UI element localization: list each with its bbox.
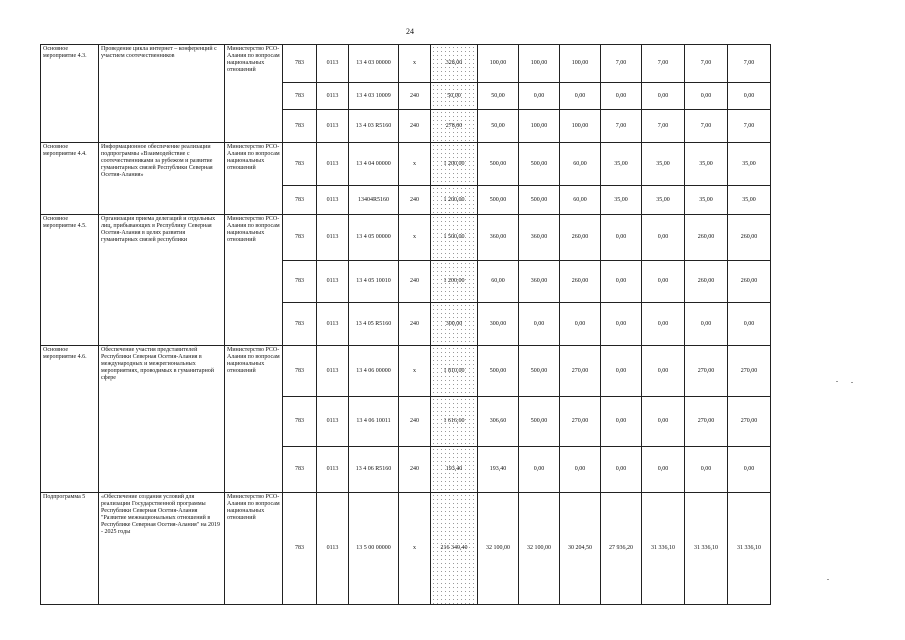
year-amount-cell: 193,40 xyxy=(478,447,519,493)
year-amount-cell: 35,00 xyxy=(728,143,771,186)
year-amount-cell: 0,00 xyxy=(519,83,560,110)
year-amount-cell: 500,00 xyxy=(478,346,519,397)
page-number: 24 xyxy=(406,27,414,36)
table-row xyxy=(41,215,771,261)
responsible-executor-cell: Министерство РСО-Алания по вопросам национальных отношений xyxy=(225,45,283,143)
target-article-code-cell: 13 4 04 00000 xyxy=(349,143,399,186)
year-amount-cell: 0,00 xyxy=(601,215,642,261)
expense-type-code-cell: 240 xyxy=(399,110,431,143)
grbs-code-cell: 783 xyxy=(283,261,317,303)
year-amount-cell: 500,00 xyxy=(478,143,519,186)
grbs-code-cell: 783 xyxy=(283,143,317,186)
year-amount-cell: 260,00 xyxy=(560,215,601,261)
year-amount-cell: 0,00 xyxy=(601,83,642,110)
year-amount-cell: 500,00 xyxy=(519,397,560,447)
year-amount-cell: 360,00 xyxy=(519,261,560,303)
total-amount-cell: 50,00 xyxy=(431,83,478,110)
target-article-code-cell: 13 4 05 R5160 xyxy=(349,303,399,346)
year-amount-cell: 0,00 xyxy=(685,83,728,110)
year-amount-cell: 500,00 xyxy=(478,186,519,215)
target-article-code-cell: 13 4 05 10010 xyxy=(349,261,399,303)
section-code-cell: 0113 xyxy=(317,110,349,143)
year-amount-cell: 7,00 xyxy=(685,110,728,143)
measure-description-cell: Организация приема делегаций и отдельных лиц, прибывающих в Республику Северная Осетия-Алания в целях развития гуманитарных связей республики xyxy=(99,215,225,346)
grbs-code-cell: 783 xyxy=(283,303,317,346)
grbs-code-cell: 783 xyxy=(283,186,317,215)
year-amount-cell: 0,00 xyxy=(642,215,685,261)
year-amount-cell: 270,00 xyxy=(728,397,771,447)
year-amount-cell: 270,00 xyxy=(560,397,601,447)
responsible-executor-cell: Министерство РСО-Алания по вопросам национальных отношений xyxy=(225,493,283,605)
year-amount-cell: 31 336,10 xyxy=(642,493,685,605)
year-amount-cell: 500,00 xyxy=(519,346,560,397)
target-article-code-cell: 13 4 06 00000 xyxy=(349,346,399,397)
year-amount-cell: 0,00 xyxy=(601,397,642,447)
year-amount-cell: 35,00 xyxy=(642,143,685,186)
year-amount-cell: 260,00 xyxy=(728,261,771,303)
year-amount-cell: 0,00 xyxy=(601,303,642,346)
year-amount-cell: 31 336,10 xyxy=(685,493,728,605)
year-amount-cell: 0,00 xyxy=(560,83,601,110)
expense-type-code-cell: 240 xyxy=(399,447,431,493)
year-amount-cell: 270,00 xyxy=(728,346,771,397)
expense-type-code-cell: 240 xyxy=(399,186,431,215)
expense-type-code-cell: 240 xyxy=(399,261,431,303)
year-amount-cell: 0,00 xyxy=(685,447,728,493)
measure-name-cell: Основное мероприятие 4.3. xyxy=(41,45,99,143)
grbs-code-cell: 783 xyxy=(283,215,317,261)
total-amount-cell: 193,40 xyxy=(431,447,478,493)
year-amount-cell: 7,00 xyxy=(642,45,685,83)
year-amount-cell: 0,00 xyxy=(519,447,560,493)
total-amount-cell: 1 200,00 xyxy=(431,143,478,186)
measure-description-cell: Проведение цикла интернет – конференций с участием соотечественников xyxy=(99,45,225,143)
target-article-code-cell: 13404R5160 xyxy=(349,186,399,215)
table-row xyxy=(41,143,771,186)
grbs-code-cell: 783 xyxy=(283,346,317,397)
measure-name-cell: Основное мероприятие 4.5. xyxy=(41,215,99,346)
year-amount-cell: 0,00 xyxy=(642,397,685,447)
year-amount-cell: 0,00 xyxy=(642,346,685,397)
section-code-cell: 0113 xyxy=(317,493,349,605)
year-amount-cell: 0,00 xyxy=(601,261,642,303)
section-code-cell: 0113 xyxy=(317,215,349,261)
year-amount-cell: 0,00 xyxy=(728,447,771,493)
year-amount-cell: 35,00 xyxy=(685,143,728,186)
year-amount-cell: 32 100,00 xyxy=(519,493,560,605)
table-row xyxy=(41,493,771,605)
total-amount-cell: 1 616,60 xyxy=(431,397,478,447)
year-amount-cell: 260,00 xyxy=(685,261,728,303)
total-amount-cell: 1 500,00 xyxy=(431,215,478,261)
target-article-code-cell: 13 5 00 00000 xyxy=(349,493,399,605)
grbs-code-cell: 783 xyxy=(283,447,317,493)
measure-name-cell: Основное мероприятие 4.4. xyxy=(41,143,99,215)
year-amount-cell: 7,00 xyxy=(728,110,771,143)
expense-type-code-cell: х xyxy=(399,215,431,261)
scan-speck xyxy=(836,381,838,382)
target-article-code-cell: 13 4 03 00000 xyxy=(349,45,399,83)
grbs-code-cell: 783 xyxy=(283,45,317,83)
year-amount-cell: 60,00 xyxy=(560,143,601,186)
measure-name-cell: Основное мероприятие 4.6. xyxy=(41,346,99,493)
section-code-cell: 0113 xyxy=(317,397,349,447)
year-amount-cell: 35,00 xyxy=(601,143,642,186)
year-amount-cell: 35,00 xyxy=(728,186,771,215)
expense-type-code-cell: 240 xyxy=(399,303,431,346)
measure-name-cell: Подпрограмма 5 xyxy=(41,493,99,605)
responsible-executor-cell: Министерство РСО-Алания по вопросам национальных отношений xyxy=(225,346,283,493)
year-amount-cell: 0,00 xyxy=(560,447,601,493)
grbs-code-cell: 783 xyxy=(283,110,317,143)
grbs-code-cell: 783 xyxy=(283,493,317,605)
table-row xyxy=(41,346,771,397)
year-amount-cell: 0,00 xyxy=(560,303,601,346)
year-amount-cell: 300,00 xyxy=(478,303,519,346)
section-code-cell: 0113 xyxy=(317,447,349,493)
measure-description-cell: Обеспечение участия представителей Республики Северная Осетия-Алания в международных и межрегиональных мероприятиях, проводимых в гуманитарной сфере xyxy=(99,346,225,493)
total-amount-cell: 1 200,00 xyxy=(431,261,478,303)
year-amount-cell: 7,00 xyxy=(728,45,771,83)
year-amount-cell: 50,00 xyxy=(478,110,519,143)
total-amount-cell: 1 810,00 xyxy=(431,346,478,397)
section-code-cell: 0113 xyxy=(317,303,349,346)
year-amount-cell: 260,00 xyxy=(560,261,601,303)
year-amount-cell: 0,00 xyxy=(601,447,642,493)
year-amount-cell: 30 204,50 xyxy=(560,493,601,605)
budget-table xyxy=(40,44,771,605)
measure-description-cell: Информационное обеспечение реализации подпрограммы «Взаимодействие с соотечественниками за рубежом и развитие гуманитарных связей Республики Северная Осетия-Алания» xyxy=(99,143,225,215)
year-amount-cell: 270,00 xyxy=(560,346,601,397)
year-amount-cell: 0,00 xyxy=(642,447,685,493)
year-amount-cell: 270,00 xyxy=(685,397,728,447)
section-code-cell: 0113 xyxy=(317,83,349,110)
year-amount-cell: 260,00 xyxy=(685,215,728,261)
year-amount-cell: 0,00 xyxy=(728,83,771,110)
section-code-cell: 0113 xyxy=(317,346,349,397)
measure-description-cell: «Обеспечение создания условий для реализации Государственной программы Республики Северная Осетия-Алания "Развитие межнациональных отношений в Республике Северная Осетия-Алания" на 2019 - 2025 годы xyxy=(99,493,225,605)
year-amount-cell: 360,00 xyxy=(478,215,519,261)
year-amount-cell: 7,00 xyxy=(685,45,728,83)
grbs-code-cell: 783 xyxy=(283,83,317,110)
target-article-code-cell: 13 4 05 00000 xyxy=(349,215,399,261)
year-amount-cell: 100,00 xyxy=(478,45,519,83)
total-amount-cell: 216 349,40 xyxy=(431,493,478,605)
expense-type-code-cell: х xyxy=(399,493,431,605)
table-row xyxy=(41,45,771,83)
year-amount-cell: 0,00 xyxy=(642,261,685,303)
year-amount-cell: 31 336,10 xyxy=(728,493,771,605)
target-article-code-cell: 13 4 03 R5160 xyxy=(349,110,399,143)
year-amount-cell: 32 100,00 xyxy=(478,493,519,605)
year-amount-cell: 7,00 xyxy=(642,110,685,143)
section-code-cell: 0113 xyxy=(317,45,349,83)
expense-type-code-cell: 240 xyxy=(399,83,431,110)
section-code-cell: 0113 xyxy=(317,261,349,303)
year-amount-cell: 100,00 xyxy=(560,45,601,83)
year-amount-cell: 0,00 xyxy=(519,303,560,346)
year-amount-cell: 0,00 xyxy=(728,303,771,346)
year-amount-cell: 0,00 xyxy=(642,303,685,346)
year-amount-cell: 270,00 xyxy=(685,346,728,397)
year-amount-cell: 500,00 xyxy=(519,143,560,186)
year-amount-cell: 100,00 xyxy=(560,110,601,143)
grbs-code-cell: 783 xyxy=(283,397,317,447)
year-amount-cell: 35,00 xyxy=(685,186,728,215)
year-amount-cell: 306,60 xyxy=(478,397,519,447)
year-amount-cell: 60,00 xyxy=(560,186,601,215)
total-amount-cell: 300,00 xyxy=(431,303,478,346)
responsible-executor-cell: Министерство РСО-Алания по вопросам национальных отношений xyxy=(225,143,283,215)
year-amount-cell: 0,00 xyxy=(685,303,728,346)
expense-type-code-cell: х xyxy=(399,143,431,186)
total-amount-cell: 1 200,00 xyxy=(431,186,478,215)
year-amount-cell: 100,00 xyxy=(519,45,560,83)
year-amount-cell: 100,00 xyxy=(519,110,560,143)
responsible-executor-cell: Министерство РСО-Алания по вопросам национальных отношений xyxy=(225,215,283,346)
expense-type-code-cell: х xyxy=(399,346,431,397)
year-amount-cell: 50,00 xyxy=(478,83,519,110)
target-article-code-cell: 13 4 06 10011 xyxy=(349,397,399,447)
year-amount-cell: 7,00 xyxy=(601,110,642,143)
expense-type-code-cell: 240 xyxy=(399,397,431,447)
year-amount-cell: 7,00 xyxy=(601,45,642,83)
year-amount-cell: 35,00 xyxy=(601,186,642,215)
expense-type-code-cell: х xyxy=(399,45,431,83)
scan-speck xyxy=(851,382,853,383)
year-amount-cell: 360,00 xyxy=(519,215,560,261)
year-amount-cell: 60,00 xyxy=(478,261,519,303)
target-article-code-cell: 13 4 03 10009 xyxy=(349,83,399,110)
year-amount-cell: 0,00 xyxy=(642,83,685,110)
target-article-code-cell: 13 4 06 R5160 xyxy=(349,447,399,493)
year-amount-cell: 35,00 xyxy=(642,186,685,215)
year-amount-cell: 27 936,20 xyxy=(601,493,642,605)
section-code-cell: 0113 xyxy=(317,186,349,215)
section-code-cell: 0113 xyxy=(317,143,349,186)
year-amount-cell: 0,00 xyxy=(601,346,642,397)
year-amount-cell: 500,00 xyxy=(519,186,560,215)
year-amount-cell: 260,00 xyxy=(728,215,771,261)
scan-speck xyxy=(827,579,829,580)
total-amount-cell: 328,00 xyxy=(431,45,478,83)
total-amount-cell: 278,00 xyxy=(431,110,478,143)
